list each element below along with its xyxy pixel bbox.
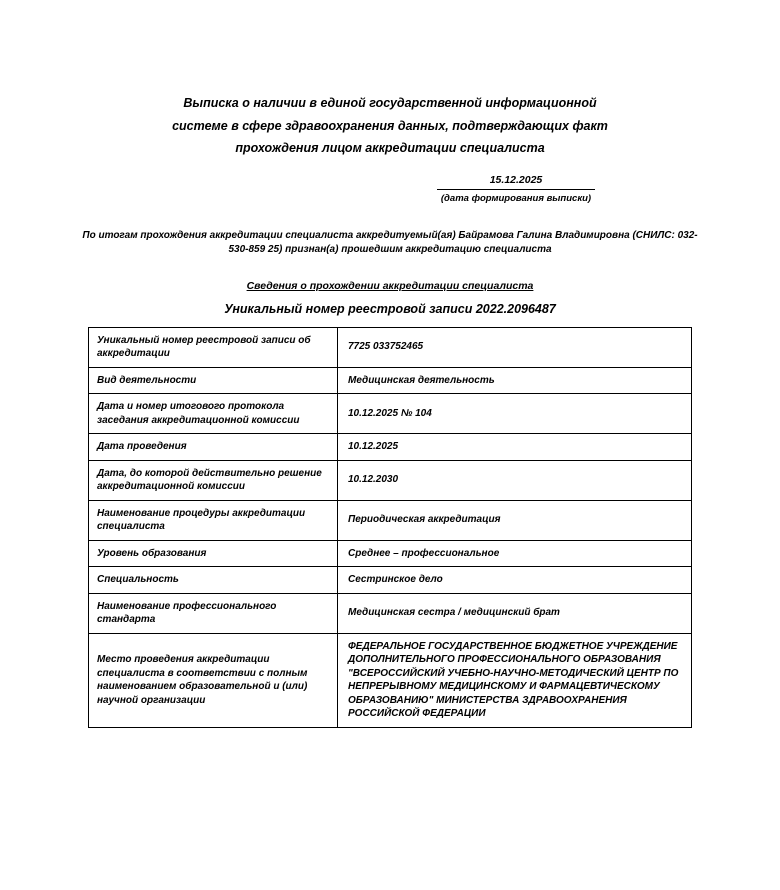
table-row (89, 460, 692, 500)
row-value-cell: 10.12.2025 № 104 (338, 394, 692, 434)
issue-date-caption: (дата формирования выписки) (440, 192, 592, 204)
document-title-line: системе в сфере здравоохранения данных, подтверждающих факт (172, 118, 608, 133)
row-value-cell: Медицинская сестра / медицинский брат (338, 593, 692, 633)
row-value-cell: 10.12.2025 (338, 434, 692, 461)
document-title-line: Выписка о наличии в единой государственной информационной (183, 96, 597, 110)
table-row (89, 367, 692, 394)
row-label-cell: Специальность (89, 567, 338, 594)
row-value-cell: Среднее – профессиональное (338, 540, 692, 567)
table-row (89, 327, 692, 367)
registry-heading: Уникальный номер реестровой записи 2022.2096487 (224, 301, 556, 316)
table-row (89, 633, 692, 727)
row-value-cell: ФЕДЕРАЛЬНОЕ ГОСУДАРСТВЕННОЕ БЮДЖЕТНОЕ УЧРЕЖДЕНИЕ ДОПОЛНИТЕЛЬНОГО ПРОФЕССИОНАЛЬНОГО ОБРАЗОВАНИЯ "ВСЕРОССИЙСКИЙ УЧЕБНО-НАУЧНО-МЕТОДИЧЕСКИЙ ЦЕНТР ПО НЕПРЕРЫВНОМУ МЕДИЦИНСКОМУ И ФАРМАЦЕВТИЧЕСКОМУ ОБРАЗОВАНИЮ" МИНИСТЕРСТВА ЗДРАВООХРАНЕНИЯ РОССИЙСКОЙ ФЕДЕРАЦИИ (338, 633, 692, 727)
accreditation-table (88, 327, 692, 728)
document-title-line: прохождения лицом аккредитации специалиста (235, 141, 545, 155)
intro-paragraph: По итогам прохождения аккредитации специалиста аккредитуемый(ая) Байрамова Галина Владимировна (СНИЛС: 032-530-859 25) признан(а) прошедшим аккредитацию специалиста (82, 229, 698, 255)
issue-date-value: 15.12.2025 (437, 174, 595, 190)
section-heading: Сведения о прохождении аккредитации специалиста (246, 279, 534, 292)
row-label-cell: Уникальный номер реестровой записи об аккредитации (89, 327, 338, 367)
table-row (89, 434, 692, 461)
table-row (89, 567, 692, 594)
row-value-cell: Сестринское дело (338, 567, 692, 594)
row-label-cell: Дата проведения (89, 434, 338, 461)
row-label-cell: Наименование профессионального стандарта (89, 593, 338, 633)
table-row (89, 540, 692, 567)
row-value-cell: Медицинская деятельность (338, 367, 692, 394)
row-label-cell: Дата и номер итогового протокола заседания аккредитационной комиссии (89, 394, 338, 434)
table-row (89, 593, 692, 633)
row-label-cell: Дата, до которой действительно решение аккредитационной комиссии (89, 460, 338, 500)
row-value-cell: 7725 033752465 (338, 327, 692, 367)
table-row (89, 500, 692, 540)
row-value-cell: Периодическая аккредитация (338, 500, 692, 540)
row-value-cell: 10.12.2030 (338, 460, 692, 500)
document-title (0, 0, 780, 160)
issue-date-block (437, 174, 595, 204)
table-row (89, 394, 692, 434)
row-label-cell: Наименование процедуры аккредитации специалиста (89, 500, 338, 540)
row-label-cell: Вид деятельности (89, 367, 338, 394)
row-label-cell: Уровень образования (89, 540, 338, 567)
row-label-cell: Место проведения аккредитации специалиста в соответствии с полным наименованием образовательной и (или) научной организации (89, 633, 338, 727)
